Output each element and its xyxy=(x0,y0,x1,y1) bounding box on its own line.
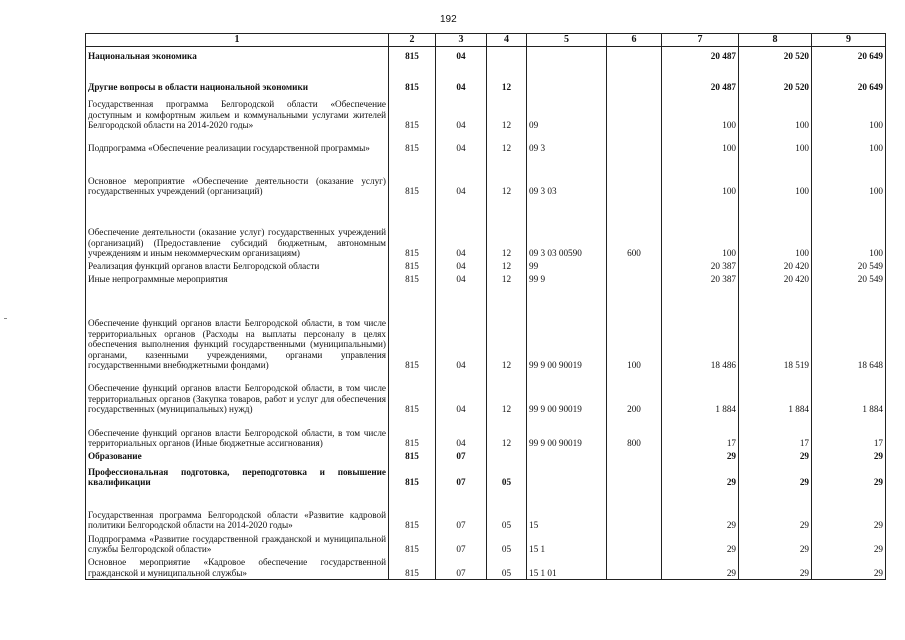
subsection-code: 12 xyxy=(487,93,527,131)
expense-type-code xyxy=(607,62,662,93)
expense-type-code xyxy=(607,488,662,531)
target-article-code: 99 9 xyxy=(527,272,607,285)
amount-col8: 20 520 xyxy=(739,46,812,62)
ministry-code: 815 xyxy=(389,131,436,154)
column-header: 9 xyxy=(812,34,886,47)
column-header: 4 xyxy=(487,34,527,47)
column-header: 3 xyxy=(436,34,487,47)
amount-col8: 20 420 xyxy=(739,259,812,272)
amount-col9: 29 xyxy=(812,555,886,579)
ministry-code: 815 xyxy=(389,531,436,555)
section-code: 04 xyxy=(436,93,487,131)
table-row xyxy=(86,62,886,93)
expense-type-code xyxy=(607,46,662,62)
section-code: 04 xyxy=(436,154,487,197)
row-name: Обеспечение деятельности (оказание услуг) государственных учреждений (организаций) (Предоставление субсидий бюджетным, автономным учреждениям и иным некоммерческим организациям) xyxy=(86,197,389,259)
subsection-code: 12 xyxy=(487,285,527,371)
amount-col7: 100 xyxy=(662,93,739,131)
budget-table xyxy=(85,33,886,580)
ministry-code: 815 xyxy=(389,259,436,272)
column-header: 2 xyxy=(389,34,436,47)
amount-col8: 100 xyxy=(739,131,812,154)
subsection-code: 05 xyxy=(487,488,527,531)
table-row xyxy=(86,131,886,154)
ministry-code: 815 xyxy=(389,272,436,285)
ministry-code: 815 xyxy=(389,197,436,259)
target-article-code: 99 9 00 90019 xyxy=(527,371,607,415)
ministry-code: 815 xyxy=(389,555,436,579)
amount-col8: 100 xyxy=(739,154,812,197)
table-row xyxy=(86,259,886,272)
expense-type-code xyxy=(607,272,662,285)
subsection-code: 05 xyxy=(487,555,527,579)
amount-col9: 20 649 xyxy=(812,46,886,62)
ministry-code: 815 xyxy=(389,462,436,488)
table-row xyxy=(86,285,886,371)
amount-col9: 20 549 xyxy=(812,272,886,285)
subsection-code: 12 xyxy=(487,371,527,415)
expense-type-code xyxy=(607,449,662,462)
table-row xyxy=(86,415,886,449)
row-name: Основное мероприятие «Кадровое обеспечение государственной гражданской и муниципальной службы» xyxy=(86,555,389,579)
section-code: 07 xyxy=(436,531,487,555)
amount-col9: 100 xyxy=(812,93,886,131)
table-row xyxy=(86,371,886,415)
amount-col8: 17 xyxy=(739,415,812,449)
subsection-code: 12 xyxy=(487,131,527,154)
expense-type-code xyxy=(607,531,662,555)
row-name: Реализация функций органов власти Белгородской области xyxy=(86,259,389,272)
amount-col9: 100 xyxy=(812,131,886,154)
amount-col8: 29 xyxy=(739,462,812,488)
row-name: Обеспечение функций органов власти Белгородской области, в том числе территориальных органов (Расходы на выплаты персоналу в целях обеспечения выполнения функций государственными (муниципальными) органами, казенными учреждениями, органами управления государственными внебюджетными фондами) xyxy=(86,285,389,371)
expense-type-code xyxy=(607,93,662,131)
amount-col9: 18 648 xyxy=(812,285,886,371)
expense-type-code xyxy=(607,154,662,197)
ministry-code: 815 xyxy=(389,449,436,462)
amount-col9: 29 xyxy=(812,462,886,488)
expense-type-code xyxy=(607,259,662,272)
amount-col8: 100 xyxy=(739,93,812,131)
subsection-code: 12 xyxy=(487,154,527,197)
amount-col7: 29 xyxy=(662,488,739,531)
table-row xyxy=(86,272,886,285)
amount-col9: 1 884 xyxy=(812,371,886,415)
section-code: 07 xyxy=(436,449,487,462)
amount-col7: 29 xyxy=(662,462,739,488)
header-row xyxy=(86,34,886,47)
row-name: Другие вопросы в области национальной экономики xyxy=(86,62,389,93)
row-name: Образование xyxy=(86,449,389,462)
subsection-code: 05 xyxy=(487,462,527,488)
target-article-code: 09 3 xyxy=(527,131,607,154)
expense-type-code xyxy=(607,462,662,488)
amount-col8: 100 xyxy=(739,197,812,259)
amount-col8: 18 519 xyxy=(739,285,812,371)
row-name: Иные непрограммные мероприятия xyxy=(86,272,389,285)
amount-col7: 20 487 xyxy=(662,46,739,62)
amount-col9: 20 549 xyxy=(812,259,886,272)
subsection-code: 12 xyxy=(487,62,527,93)
row-name: Обеспечение функций органов власти Белгородской области, в том числе территориальных органов (Закупка товаров, работ и услуг для обеспечения государственных (муниципальных) нужд) xyxy=(86,371,389,415)
table-row xyxy=(86,93,886,131)
row-name: Государственная программа Белгородской области «Развитие кадровой политики Белгородской области на 2014-2020 годы» xyxy=(86,488,389,531)
target-article-code: 99 xyxy=(527,259,607,272)
amount-col8: 1 884 xyxy=(739,371,812,415)
subsection-code: 12 xyxy=(487,259,527,272)
amount-col9: 20 649 xyxy=(812,62,886,93)
amount-col9: 29 xyxy=(812,531,886,555)
section-code: 07 xyxy=(436,462,487,488)
target-article-code: 09 xyxy=(527,93,607,131)
section-code: 07 xyxy=(436,555,487,579)
row-name: Подпрограмма «Развитие государственной гражданской и муниципальной службы Белгородской области» xyxy=(86,531,389,555)
section-code: 04 xyxy=(436,259,487,272)
ministry-code: 815 xyxy=(389,62,436,93)
subsection-code: 12 xyxy=(487,272,527,285)
subsection-code xyxy=(487,46,527,62)
target-article-code xyxy=(527,62,607,93)
table-row xyxy=(86,531,886,555)
amount-col7: 100 xyxy=(662,154,739,197)
amount-col7: 1 884 xyxy=(662,371,739,415)
subsection-code: 12 xyxy=(487,197,527,259)
scan-margin-mark xyxy=(4,318,7,319)
target-article-code: 09 3 03 xyxy=(527,154,607,197)
section-code: 04 xyxy=(436,46,487,62)
amount-col7: 29 xyxy=(662,531,739,555)
amount-col7: 18 486 xyxy=(662,285,739,371)
amount-col8: 29 xyxy=(739,531,812,555)
section-code: 04 xyxy=(436,131,487,154)
amount-col7: 29 xyxy=(662,449,739,462)
subsection-code: 12 xyxy=(487,415,527,449)
amount-col8: 20 520 xyxy=(739,62,812,93)
amount-col8: 29 xyxy=(739,449,812,462)
amount-col9: 17 xyxy=(812,415,886,449)
expense-type-code: 600 xyxy=(607,197,662,259)
row-name: Государственная программа Белгородской области «Обеспечение доступным и комфортным жильем и коммунальными услугами жителей Белгородской области на 2014-2020 годы» xyxy=(86,93,389,131)
amount-col7: 100 xyxy=(662,197,739,259)
expense-type-code xyxy=(607,131,662,154)
row-name: Подпрограмма «Обеспечение реализации государственной программы» xyxy=(86,131,389,154)
ministry-code: 815 xyxy=(389,488,436,531)
amount-col7: 17 xyxy=(662,415,739,449)
amount-col8: 29 xyxy=(739,555,812,579)
amount-col7: 20 387 xyxy=(662,272,739,285)
column-header: 7 xyxy=(662,34,739,47)
section-code: 07 xyxy=(436,488,487,531)
subsection-code: 05 xyxy=(487,531,527,555)
ministry-code: 815 xyxy=(389,371,436,415)
table-row xyxy=(86,462,886,488)
expense-type-code: 100 xyxy=(607,285,662,371)
section-code: 04 xyxy=(436,285,487,371)
column-header: 1 xyxy=(86,34,389,47)
section-code: 04 xyxy=(436,62,487,93)
expense-type-code: 200 xyxy=(607,371,662,415)
subsection-code xyxy=(487,449,527,462)
row-name: Обеспечение функций органов власти Белгородской области, в том числе территориальных органов (Иные бюджетные ассигнования) xyxy=(86,415,389,449)
table-row xyxy=(86,555,886,579)
amount-col7: 20 487 xyxy=(662,62,739,93)
column-header: 6 xyxy=(607,34,662,47)
target-article-code: 99 9 00 90019 xyxy=(527,415,607,449)
section-code: 04 xyxy=(436,371,487,415)
table-row xyxy=(86,488,886,531)
section-code: 04 xyxy=(436,197,487,259)
table-row xyxy=(86,46,886,62)
row-name: Национальная экономика xyxy=(86,46,389,62)
expense-type-code xyxy=(607,555,662,579)
target-article-code: 15 1 xyxy=(527,531,607,555)
ministry-code: 815 xyxy=(389,285,436,371)
target-article-code: 15 xyxy=(527,488,607,531)
table-row xyxy=(86,449,886,462)
section-code: 04 xyxy=(436,415,487,449)
expense-type-code: 800 xyxy=(607,415,662,449)
target-article-code xyxy=(527,449,607,462)
column-header: 8 xyxy=(739,34,812,47)
amount-col8: 20 420 xyxy=(739,272,812,285)
ministry-code: 815 xyxy=(389,46,436,62)
target-article-code: 99 9 00 90019 xyxy=(527,285,607,371)
target-article-code: 15 1 01 xyxy=(527,555,607,579)
table-row xyxy=(86,197,886,259)
ministry-code: 815 xyxy=(389,93,436,131)
amount-col8: 29 xyxy=(739,488,812,531)
column-header: 5 xyxy=(527,34,607,47)
page-number: 192 xyxy=(440,14,457,25)
amount-col7: 29 xyxy=(662,555,739,579)
target-article-code xyxy=(527,462,607,488)
table-row xyxy=(86,154,886,197)
amount-col9: 29 xyxy=(812,449,886,462)
target-article-code xyxy=(527,46,607,62)
amount-col7: 20 387 xyxy=(662,259,739,272)
amount-col9: 29 xyxy=(812,488,886,531)
amount-col9: 100 xyxy=(812,197,886,259)
amount-col7: 100 xyxy=(662,131,739,154)
amount-col9: 100 xyxy=(812,154,886,197)
ministry-code: 815 xyxy=(389,154,436,197)
row-name: Основное мероприятие «Обеспечение деятельности (оказание услуг) государственных учреждений (организаций) xyxy=(86,154,389,197)
target-article-code: 09 3 03 00590 xyxy=(527,197,607,259)
section-code: 04 xyxy=(436,272,487,285)
row-name: Профессиональная подготовка, переподготовка и повышение квалификации xyxy=(86,462,389,488)
ministry-code: 815 xyxy=(389,415,436,449)
